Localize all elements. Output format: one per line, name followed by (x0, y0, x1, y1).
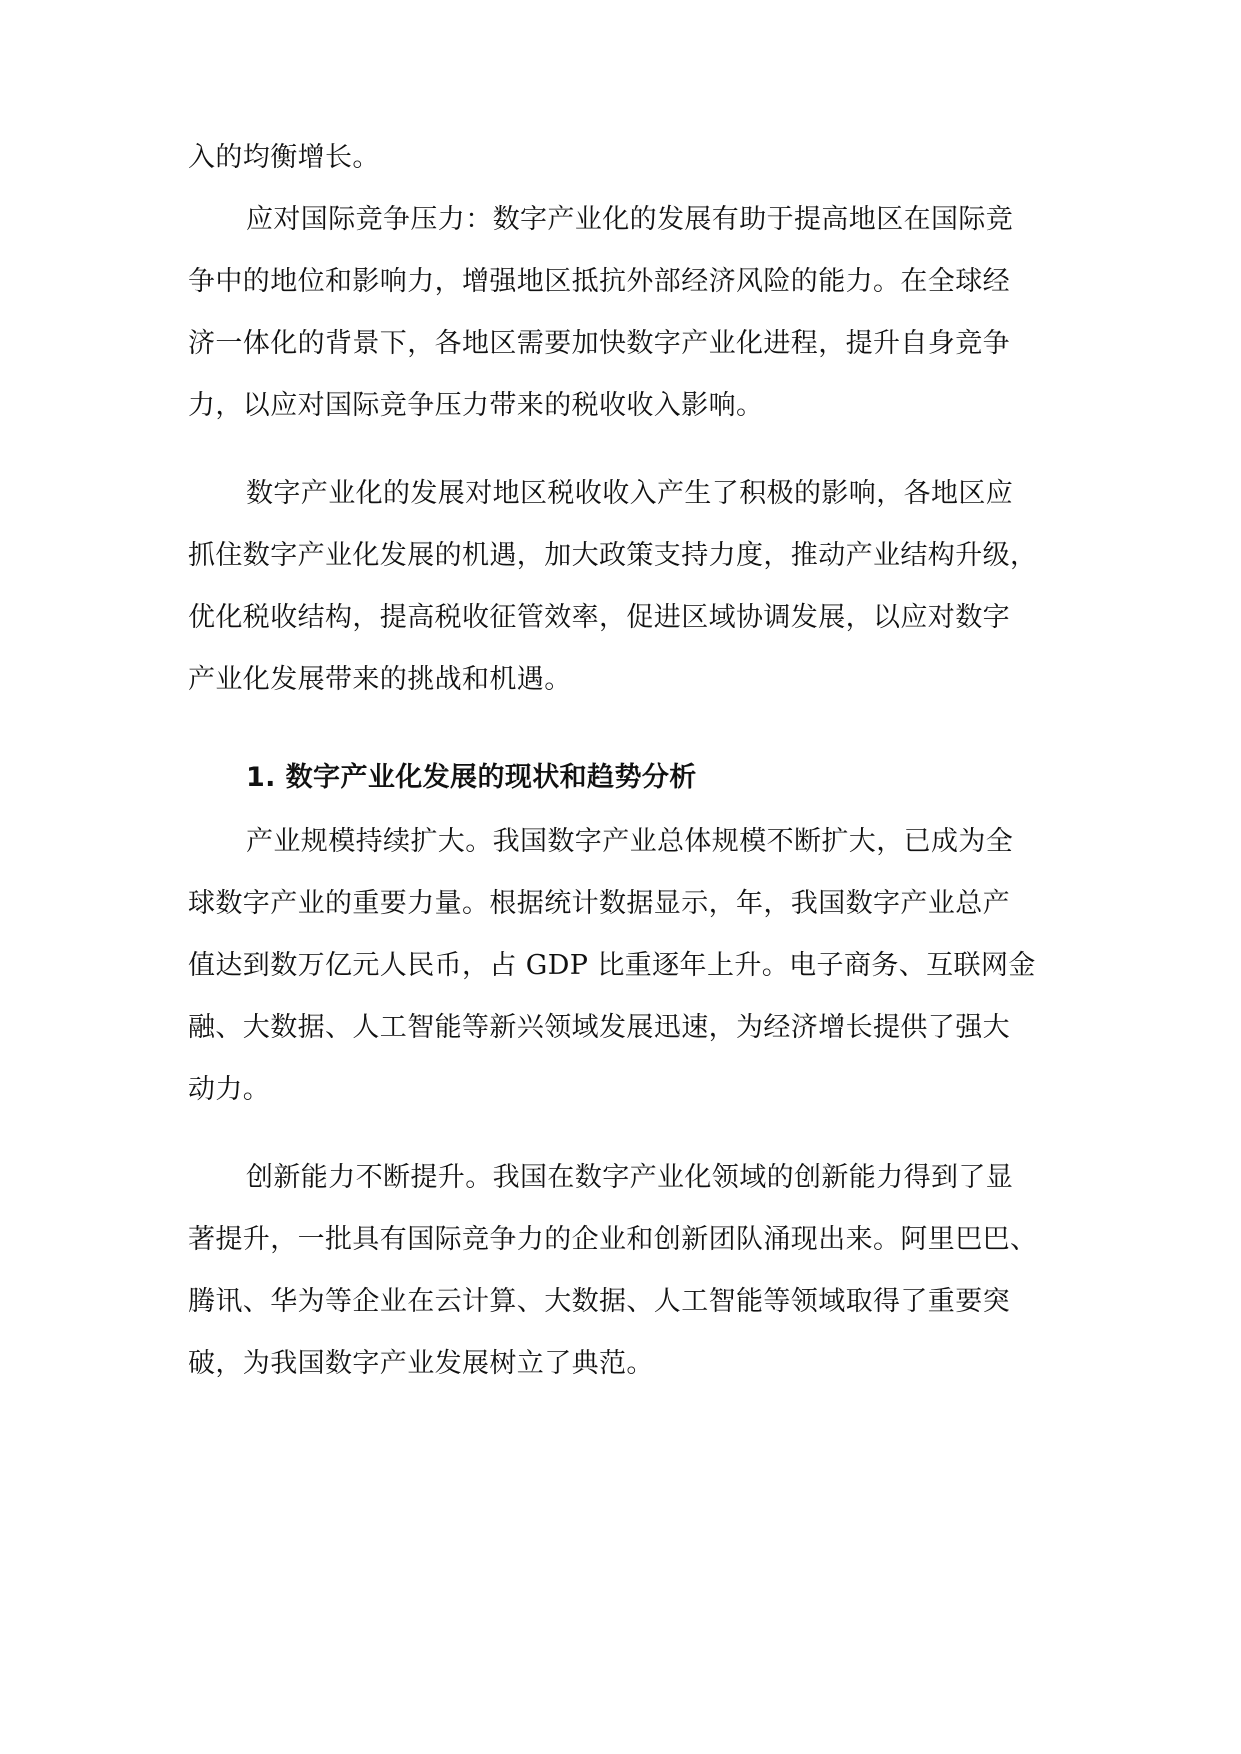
paragraph-line: 入的均衡增长。 (188, 142, 380, 173)
paragraph-line: 争中的地位和影响力，增强地区抵抗外部经济风险的能力。在全球经 (188, 266, 1010, 297)
paragraph-line: 值达到数万亿元人民币，占 GDP 比重逐年上升。电子商务、互联网金 (188, 950, 1036, 981)
paragraph-line: 动力。 (188, 1074, 271, 1105)
paragraph-line: 应对国际竞争压力：数字产业化的发展有助于提高地区在国际竞 (246, 204, 1014, 235)
paragraph-line: 优化税收结构，提高税收征管效率，促进区域协调发展，以应对数字 (188, 602, 1010, 633)
paragraph-line: 融、大数据、人工智能等新兴领域发展迅速，为经济增长提供了强大 (188, 1012, 1010, 1043)
paragraph-line: 济一体化的背景下，各地区需要加快数字产业化进程，提升自身竞争 (188, 328, 1010, 359)
paragraph-line: 数字产业化的发展对地区税收收入产生了积极的影响，各地区应 (246, 478, 1014, 509)
paragraph-line: 抓住数字产业化发展的机遇，加大政策支持力度，推动产业结构升级， (188, 540, 1038, 571)
paragraph-line: 破，为我国数字产业发展树立了典范。 (188, 1348, 654, 1379)
paragraph-line: 腾讯、华为等企业在云计算、大数据、人工智能等领域取得了重要突 (188, 1286, 1010, 1317)
paragraph-line: 著提升，一批具有国际竞争力的企业和创新团队涌现出来。阿里巴巴、 (188, 1224, 1038, 1255)
paragraph-line: 创新能力不断提升。我国在数字产业化领域的创新能力得到了显 (246, 1162, 1014, 1193)
paragraph-line: 产业规模持续扩大。我国数字产业总体规模不断扩大，已成为全 (246, 826, 1014, 857)
paragraph-line: 产业化发展带来的挑战和机遇。 (188, 664, 572, 695)
section-heading: 1. 数字产业化发展的现状和趋势分析 (246, 762, 697, 793)
paragraph-line: 力，以应对国际竞争压力带来的税收收入影响。 (188, 390, 764, 421)
paragraph-line: 球数字产业的重要力量。根据统计数据显示，年，我国数字产业总产 (188, 888, 1010, 919)
